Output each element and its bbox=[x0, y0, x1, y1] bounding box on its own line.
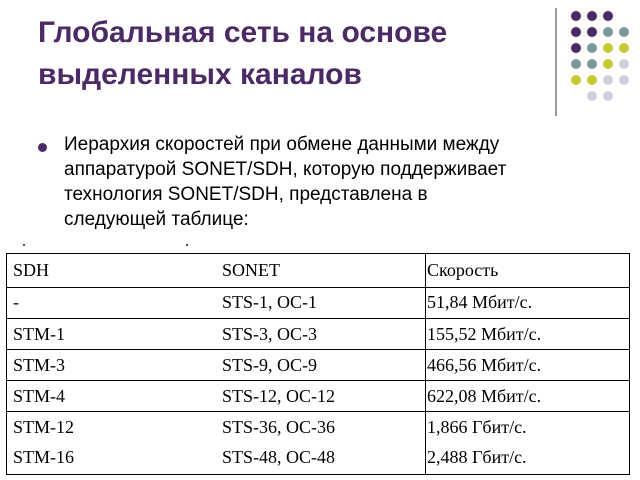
table-cell-sonet: STS-3, OC-3 bbox=[222, 324, 318, 344]
slide-title bbox=[38, 12, 538, 96]
table-cell-sdh: STM-3 bbox=[13, 355, 66, 375]
table-cell-speed: 155,52 Мбит/с. bbox=[427, 324, 542, 344]
table-cell-sdh: STM-1 bbox=[13, 324, 66, 344]
table-cell-sonet: STS-48, OC-48 bbox=[222, 447, 336, 467]
table-cell-speed: 466,56 Мбит/с. bbox=[427, 355, 542, 375]
bullet-icon bbox=[38, 143, 47, 152]
slide-title-line-1: Глобальная сеть на основе bbox=[38, 16, 448, 49]
table-row bbox=[7, 380, 629, 411]
table-row bbox=[7, 349, 629, 380]
table-cell-sdh: STM-12 bbox=[13, 417, 75, 437]
table-header-sdh: SDH bbox=[13, 260, 50, 280]
table-cell-sonet: STS-1, OC-1 bbox=[222, 292, 318, 312]
table-cell-sdh: STM-4 bbox=[13, 386, 66, 406]
table-row bbox=[7, 411, 629, 474]
title-divider bbox=[555, 8, 557, 116]
stray-mark bbox=[23, 244, 25, 246]
dot-grid-graphic bbox=[568, 10, 638, 110]
bullet-line-1: Иерархия скоростей при обмене данными между bbox=[64, 134, 500, 155]
table-header-sonet: SONET bbox=[222, 260, 280, 280]
table-cell-speed: 622,08 Мбит/с. bbox=[427, 386, 542, 406]
table-cell-sdh: - bbox=[13, 292, 19, 312]
table-header-speed: Скорость bbox=[427, 260, 499, 280]
table-row bbox=[7, 318, 629, 349]
decorative-dot-grid bbox=[568, 10, 638, 110]
table-cell-speed: 51,84 Мбит/с. bbox=[427, 292, 533, 312]
table-cell-speed: 1,866 Гбит/с. bbox=[427, 417, 527, 437]
bullet-line-4: следующей таблице: bbox=[64, 209, 249, 230]
table-row bbox=[7, 287, 629, 318]
speed-hierarchy-table bbox=[6, 253, 630, 475]
bullet-line-2: аппаратурой SONET/SDH, которую поддерживает bbox=[64, 159, 507, 180]
table-cell-sonet: STS-12, OC-12 bbox=[222, 386, 336, 406]
stray-mark bbox=[186, 244, 188, 246]
table-cell-speed: 2,488 Гбит/с. bbox=[427, 447, 527, 467]
table-cell-sonet: STS-36, OC-36 bbox=[222, 417, 336, 437]
table-header-row bbox=[7, 254, 629, 287]
bullet-text bbox=[64, 132, 598, 232]
table-cell-sdh: STM-16 bbox=[13, 447, 75, 467]
bullet-line-3: технология SONET/SDH, представлена в bbox=[64, 184, 428, 205]
bullet-list bbox=[38, 132, 598, 232]
table-cell-sonet: STS-9, OC-9 bbox=[222, 355, 318, 375]
slide-title-line-2: выделенных каналов bbox=[38, 58, 362, 91]
